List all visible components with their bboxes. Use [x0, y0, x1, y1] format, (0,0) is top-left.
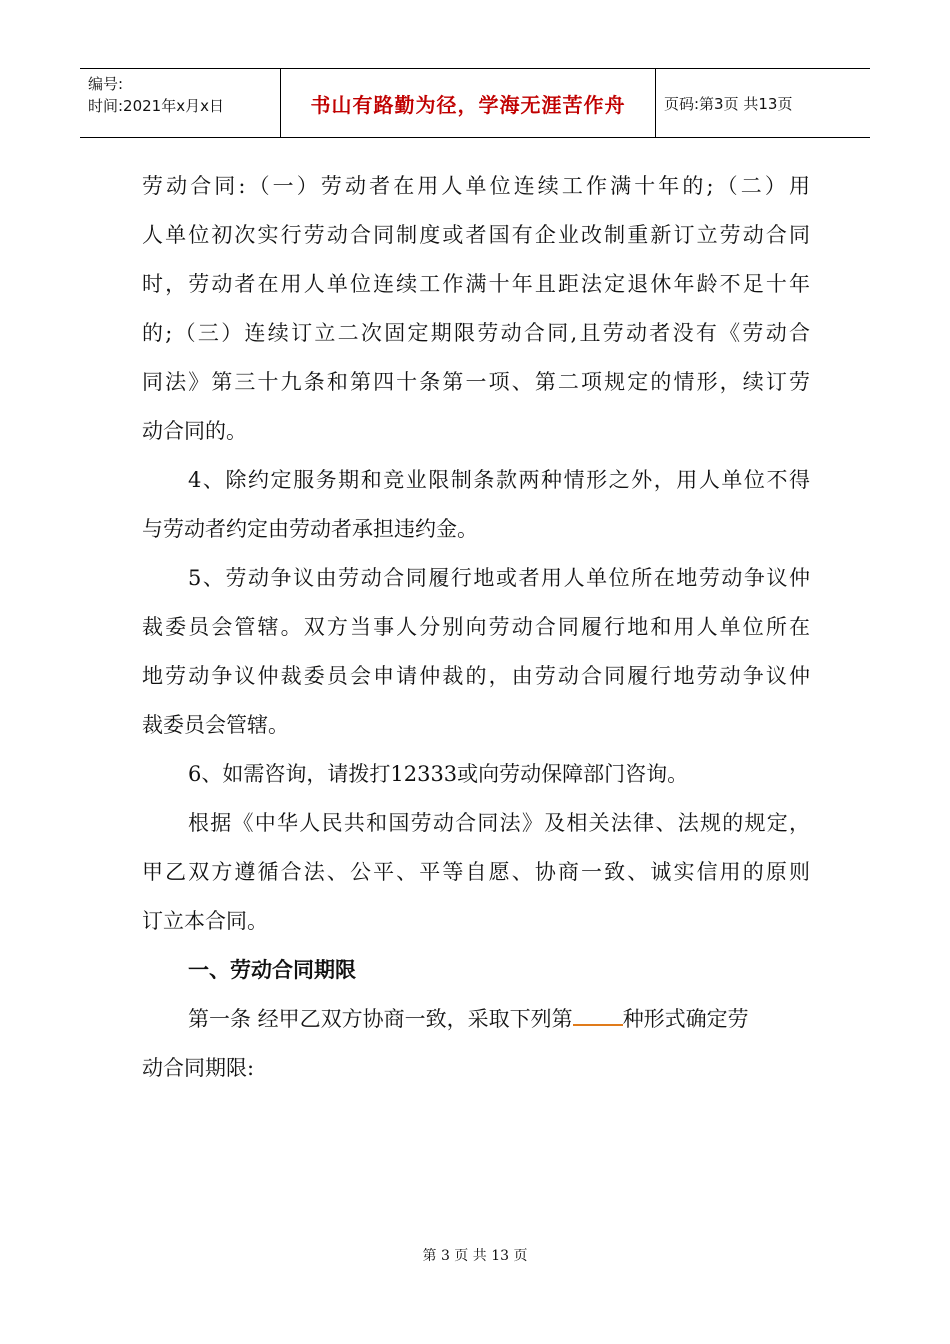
fill-in-blank[interactable]	[573, 1002, 623, 1026]
body-line: 地劳动争议仲裁委员会申请仲裁的，由劳动合同履行地劳动争议仲	[142, 664, 810, 688]
document-date: 时间:2021年x月x日	[88, 97, 224, 115]
body-line: 根据《中华人民共和国劳动合同法》及相关法律、法规的规定，	[188, 811, 810, 835]
body-line: 的;（三）连续订立二次固定期限劳动合同,且劳动者没有《劳动合	[142, 321, 810, 345]
body-line: 4、除约定服务期和竞业限制条款两种情形之外，用人单位不得	[188, 468, 810, 492]
body-line: 同法》第三十九条和第四十条第一项、第二项规定的情形，续订劳	[142, 370, 810, 394]
body-line: 6、如需咨询，请拨打12333或向劳动保障部门咨询。	[188, 762, 689, 786]
body-line: 动合同期限:	[142, 1056, 255, 1080]
body-line: 甲乙双方遵循合法、公平、平等自愿、协商一致、诚实信用的原则	[142, 860, 810, 884]
header-info-cell	[80, 69, 281, 137]
body-line: 动合同的。	[142, 419, 247, 443]
page-footer: 第 3 页 共 13 页	[422, 1248, 528, 1264]
body-line: 劳动合同:（一）劳动者在用人单位连续工作满十年的;（二）用	[142, 174, 810, 198]
article-one-line	[142, 995, 810, 1044]
page-header	[80, 68, 870, 138]
header-page-info: 页码:第3页 共13页	[664, 94, 793, 113]
article-one-text-before: 第一条 经甲乙双方协商一致，采取下列第	[188, 1007, 573, 1031]
body-line: 订立本合同。	[142, 909, 268, 933]
body-line: 5、劳动争议由劳动合同履行地或者用人单位所在地劳动争议仲	[188, 566, 810, 590]
section-heading: 一、劳动合同期限	[188, 958, 356, 982]
body-line: 与劳动者约定由劳动者承担违约金。	[142, 517, 478, 541]
body-line: 时，劳动者在用人单位连续工作满十年且距法定退休年龄不足十年	[142, 272, 810, 296]
body-line: 裁委员会管辖。	[142, 713, 289, 737]
document-body	[142, 162, 810, 1093]
body-line: 裁委员会管辖。双方当事人分别向劳动合同履行地和用人单位所在	[142, 615, 810, 639]
document-number-label: 编号:	[88, 75, 124, 93]
header-motto: 书山有路勤为径，学海无涯苦作舟	[281, 69, 656, 137]
article-one-text-after: 种形式确定劳	[622, 1007, 749, 1031]
body-line: 人单位初次实行劳动合同制度或者国有企业改制重新订立劳动合同	[142, 223, 810, 247]
